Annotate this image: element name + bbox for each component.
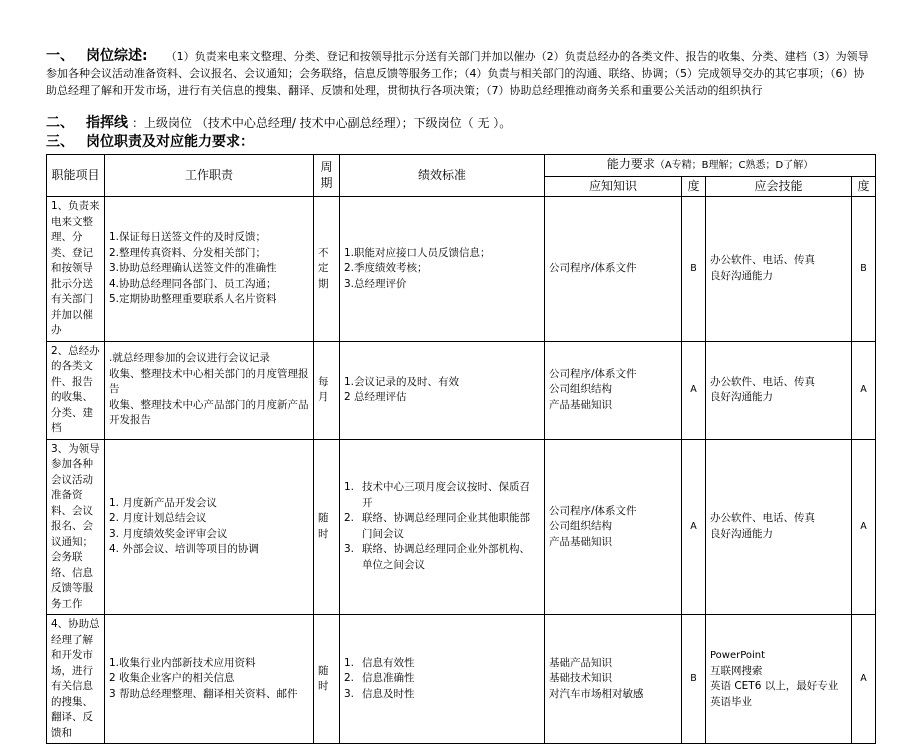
duty-line: 1.收集行业内部新技术应用资料 [109, 656, 256, 669]
skill-line: 良好沟通能力 [710, 391, 773, 403]
knowledge-line: 对汽车市场相对敏感 [549, 687, 644, 700]
standard-line: 2.季度绩效考核； [344, 262, 428, 274]
section-number: 二、 [46, 115, 74, 131]
skill-line: 办公软件、电话、传真 [710, 254, 815, 267]
duty-line: 1.保证每日送签文件的及时反馈； [109, 231, 267, 243]
duty-cell [105, 197, 314, 342]
degree-cell: A [682, 439, 706, 615]
header-knowledge: 应知知识 [545, 176, 682, 197]
table-row [47, 197, 876, 342]
duty-line: 5.定期协助整理重要联系人名片资料 [109, 293, 277, 305]
cycle-cell: 随时 [314, 439, 340, 615]
duty-line: 2. 月度计划总结会议 [109, 512, 207, 525]
degree-cell: A [852, 615, 876, 744]
skill-cell [706, 439, 852, 615]
table-row [47, 439, 876, 615]
degree-cell: B [682, 615, 706, 744]
skill-cell [706, 197, 852, 342]
knowledge-line: 公司组织结构 [549, 520, 612, 532]
standard-text: 信息有效性 [362, 656, 415, 669]
standard-cell [340, 197, 545, 342]
duty-line: 收集、整理技术中心相关部门的月度管理报告 [109, 367, 309, 396]
knowledge-line: 基础技术知识 [549, 672, 612, 685]
duty-cell [105, 341, 314, 439]
header-cycle: 周期 [314, 155, 340, 197]
item-cell: 3、为领导参加各种会议活动准备资料、会议报名、会议通知；会务联络、信息反馈等服务工作 [47, 439, 105, 615]
skill-cell [706, 615, 852, 744]
item-cell: 1、负责来电来文整理、分类、登记和按领导批示分送有关部门并加以催办 [47, 197, 105, 342]
cycle-cell: 每月 [314, 341, 340, 439]
standard-item [344, 656, 540, 672]
standard-line: 1.职能对应接口人员反馈信息； [344, 246, 491, 259]
knowledge-cell [545, 439, 682, 615]
duty-line: 1. 月度新产品开发会议 [109, 496, 217, 509]
duty-cell [105, 439, 314, 615]
standard-text: 技术中心三项月度会议按时、保质召开 [362, 481, 530, 509]
skill-line: 良好沟通能力 [710, 527, 773, 540]
standard-text: 信息准确性 [362, 672, 415, 685]
standard-cell [340, 341, 545, 439]
degree-cell: A [852, 341, 876, 439]
command-line-text: ：上级岗位 （技术中心总经理/ 技术中心副总经理）；下级岗位（ 无 ）。 [132, 116, 512, 130]
knowledge-cell [545, 341, 682, 439]
standard-cell [340, 439, 545, 615]
duty-line: .就总经理参加的会议进行会议记录 [109, 352, 270, 365]
ability-title: 能力要求 [606, 157, 655, 171]
standard-item [344, 542, 540, 573]
overview-text: （1）负责来电来文整理、分类、登记和按领导批示分送有关部门并加以催办（2）负责总经办的各类文件、报告的收集、分类、建档（3）为领导参加各种会议活动准备资料、会议报名、会议通知；会务联络，信息反馈等服务工作；（4）负责与相关部门的沟通、联络、协调；（5）完成领导交办的其它事项；（6）协助总经理了解和开发市场，进行有关信息的搜集、翻译、反馈和处理，贯彻执行各项决策；（7）协助总经理推动商务关系和重要公关活动的组织执行 [46, 50, 869, 97]
standard-line: 3.总经理评价 [344, 277, 407, 290]
knowledge-line: 产品基础知识 [549, 398, 612, 411]
item-cell: 2、总经办的各类文件、报告的收集、分类、建档 [47, 341, 105, 439]
standard-number: 3. [344, 687, 355, 700]
item-cell: 4、协助总经理了解和开发市场，进行有关信息的搜集、翻译、反馈和 [47, 615, 105, 744]
skill-line: 英语 CET6 以上，最好专业英语毕业 [710, 680, 839, 708]
header-duty: 工作职责 [105, 155, 314, 197]
standard-text: 联络、协调总经理同企业其他职能部门间会议 [362, 512, 530, 540]
duties-table [46, 154, 876, 744]
standard-item [344, 671, 540, 687]
section-duties [46, 134, 874, 151]
skill-cell [706, 341, 852, 439]
header-standard: 绩效标准 [340, 155, 545, 197]
standard-number: 2. [344, 672, 355, 685]
standard-list [344, 656, 540, 703]
header-skill: 应会技能 [706, 176, 852, 197]
standard-line: 1.会议记录的及时、有效 [344, 375, 460, 388]
degree-cell: B [682, 197, 706, 342]
duty-line: 4. 外部会议、培训等项目的协调 [109, 543, 259, 556]
knowledge-line: 公司程序/体系文件 [549, 367, 637, 380]
table-header-row [47, 155, 876, 177]
table-row [47, 341, 876, 439]
duty-line: 3.协助总经理确认送签文件的准确性 [109, 262, 277, 274]
duty-line: 3 帮助总经理整理、翻译相关资料、邮件 [109, 687, 298, 700]
cycle-cell: 不定期 [314, 197, 340, 342]
skill-line: 办公软件、电话、传真 [710, 375, 815, 388]
standard-item [344, 480, 540, 511]
section-title: 岗位综述: [86, 48, 148, 64]
knowledge-cell [545, 615, 682, 744]
duty-line: 收集、整理技术中心产品部门的月度新产品开发报告 [109, 398, 309, 427]
standard-number: 3. [344, 543, 355, 556]
header-item: 职能项目 [47, 155, 105, 197]
standard-number: 2. [344, 512, 355, 525]
skill-line: 良好沟通能力 [710, 269, 773, 282]
standard-number: 1. [344, 481, 355, 494]
standard-text: 信息及时性 [362, 687, 415, 700]
skill-line: PowerPoint [710, 650, 766, 661]
header-degree: 度 [682, 176, 706, 197]
degree-cell: A [682, 341, 706, 439]
header-degree: 度 [852, 176, 876, 197]
duty-line: 2.整理传真资料、分发相关部门； [109, 246, 267, 259]
section-number: 一、 [46, 48, 74, 64]
knowledge-line: 公司程序/体系文件 [549, 504, 637, 517]
header-ability [545, 155, 876, 177]
duty-cell [105, 615, 314, 744]
section-number: 三、 [46, 134, 74, 150]
knowledge-cell [545, 197, 682, 342]
duty-line: 2 收集企业客户的相关信息 [109, 672, 235, 685]
table-row [47, 615, 876, 744]
knowledge-line: 基础产品知识 [549, 656, 612, 669]
knowledge-line: 公司组织结构 [549, 383, 612, 396]
section-command-line [46, 115, 874, 132]
section-title: 指挥线 [86, 115, 128, 131]
standard-line: 2 总经理评估 [344, 391, 407, 403]
knowledge-line: 产品基础知识 [549, 535, 612, 548]
degree-cell: A [852, 439, 876, 615]
standard-item [344, 511, 540, 542]
section-overview [46, 48, 874, 99]
skill-line: 办公软件、电话、传真 [710, 512, 815, 525]
standard-item [344, 687, 540, 703]
skill-line: 互联网搜索 [710, 664, 763, 677]
ability-note: （A专精；B理解；C熟悉；D了解） [654, 160, 814, 171]
standard-number: 1. [344, 656, 355, 669]
section-title: 岗位职责及对应能力要求： [86, 134, 254, 150]
standard-text: 联络、协调总经理同企业外部机构、单位之间会议 [362, 543, 530, 571]
degree-cell: B [852, 197, 876, 342]
duty-line: 3. 月度绩效奖金评审会议 [109, 527, 228, 540]
standard-cell [340, 615, 545, 744]
duty-line: 4.协助总经理同各部门、员工沟通； [109, 277, 277, 290]
knowledge-line: 公司程序/体系文件 [549, 262, 637, 274]
standard-list [344, 480, 540, 573]
cycle-cell: 随时 [314, 615, 340, 744]
